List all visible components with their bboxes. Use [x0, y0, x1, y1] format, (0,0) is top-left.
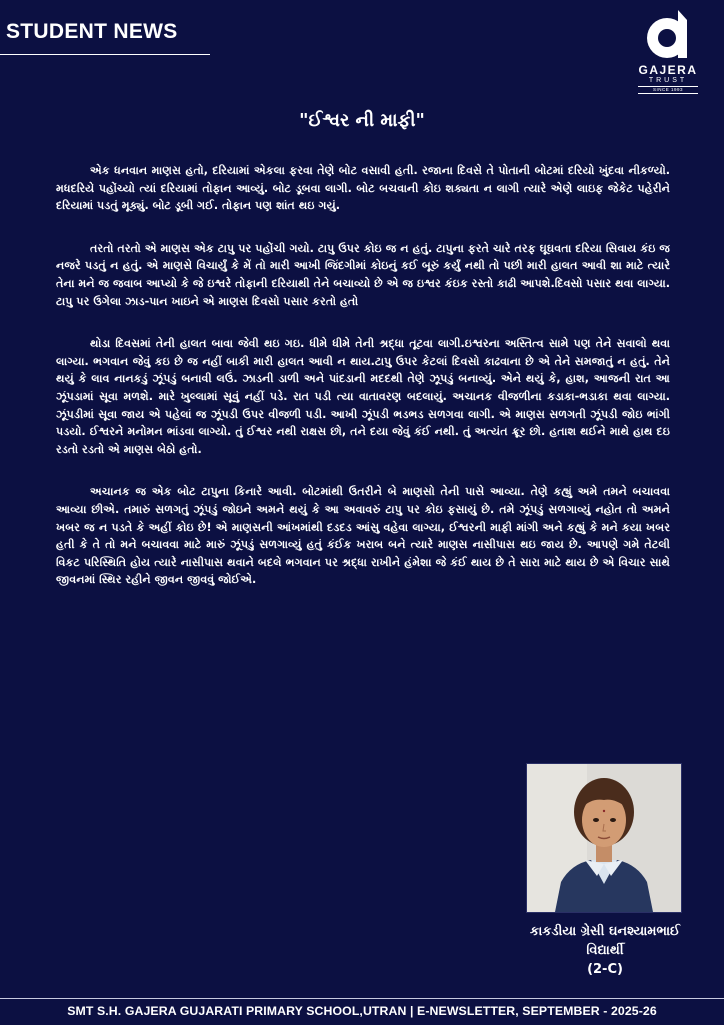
student-caption [470, 922, 724, 979]
article-title: "ઈશ્વર ની માફી" [299, 110, 425, 131]
logo-subtitle: TRUST [648, 77, 688, 84]
gajera-trust-logo [628, 8, 708, 104]
student-name: કાકડીયા ગ્રેસી ઘનશ્યામભાઈ [529, 924, 681, 939]
section-label: STUDENT NEWS [6, 20, 178, 43]
student-class: (2-C) [587, 962, 623, 977]
article-paragraph: થોડા દિવસમાં તેની હાલત બાવા જેવી થઇ ગઇ. ધીમે ધીમે તેની શ્રદ્ધા તૂટવા લાગી.ઇશ્વરના અસ્તિત્વ સામે પણ તેને સવાલો થવા લાગ્યા. ભગવાન જેવું કઇ છે જ નહીં બાકી મારી હાલત આવી ન થાય.ટાપુ ઉપર કેટલાં દિવસો કાઢવાના છે એ તેને સમજાતું ન હતું. તેને થયું કે લાવ નાનકડું ઝૂંપડું બનાવી લઉં. ઝાડની ડાળી અને પાંદડાની મદદથી તેણે ઝૂપડું બનાવ્યું. એને થયું કે, હાશ, આજની રાત આ ઝૂંપડામાં સૂવા મળશે. મારે ખુલ્લામાં સૂવું નહીં પડે. રાત પડી ત્યા વાતાવરણ બદલાયું. અચાનક વીજળીના કડાકા-ભડાકા થવા લાગ્યા. ઝૂંપડીમાં સૂવા જાય એ પહેલાં જ ઝૂંપડી ઉપર વીજળી પડી. આખી ઝૂંપડી ભડભડ સળગવા લાગી. એ માણસ સળગતી ઝૂંપડી જોઇ ભાંગી પડયો. ઈશ્વરને મનોમન ભાંડવા લાગ્યો. તું ઈશ્વર નથી રાક્ષસ છો, તને દયા જેવું કંઈ નથી. તું અત્યંત ક્રૂર છો. હતાશ થઈને માથે હાથ દઇ રડતો રડતો એ માણસ બેઠો હતો. [56, 337, 670, 456]
logo-name: GAJERA [638, 63, 698, 77]
article-paragraph: અચાનક જ એક બોટ ટાપુના કિનારે આવી. બોટમાંથી ઉતરીને બે માણસો તેની પાસે આવ્યા. તેણે કહ્યું અમે તમને બચાવવા આવ્યા છીએ. તમારું સળગતું ઝૂંપડું જોઇને અમને થયું કે આ અવાવરું ટાપુ પર કોઇ ફસાયું છે. તમે ઝૂંપડું સળગાવ્યું નહોત તો અમને ખબર જ ન પડતે કે અહીં કોઇ છે! એ માણસની આંખમાંથી દડદડ આંસુ વહેવા લાગ્યા, ઈશ્વરની માફી માંગી અને કહ્યું કે મને કયા ખબર હતી કે તે તો મને બચાવવા માટે મારું ઝૂંપડું સળગાવ્યું હતું કંઈક ખરાબ બને ત્યારે માણસ નાસીપાસ થઇ જાય છે. આપણે ગમે તેટલી વિકટ પરિસ્થિતિ હોય ત્યારે નાસીપાસ થવાને બદલે ભગવાન પર શ્રદ્ધા રાખીને હંમેશા જે કંઈ થાય છે તે સારા માટે થાય છે એ વિચાર સાથે જીવનમાં સ્થિર રહીને જીવન જીવવું જોઈએ. [56, 485, 670, 587]
student-portrait-icon [527, 764, 681, 912]
trust-emblem-icon [640, 8, 696, 64]
student-photo [526, 763, 682, 913]
article-body [56, 162, 670, 614]
footer-bar: SMT S.H. GAJERA GUJARATI PRIMARY SCHOOL,UTRAN | E-NEWSLETTER, SEPTEMBER - 2025-26 [0, 998, 724, 1025]
header-divider [0, 54, 210, 55]
article-paragraph: એક ધનવાન માણસ હતો, દરિયામાં એકલા ફરવા તેણે બોટ વસાવી હતી. રજાના દિવસે તે પોતાની બોટમાં દરિયો ખુંદવા નીકળ્યો. મધદરિયે પહોંચ્યો ત્યાં દરિયામાં તોફાન આવ્યું. બોટ ડૂબવા લાગી. બોટ બચવાની કોઇ શક્યતા ન લાગી ત્યારે એણે લાઇફ જેકેટ પહેરીને દરિયામાં પડતું મૂક્યું. બોટ ડૂબી ગઈ. તોફાન પણ શાંત થઇ ગયું. [56, 164, 670, 213]
article-paragraph: તરતો તરતો એ માણસ એક ટાપુ પર પહોંચી ગયો. ટાપુ ઉપર કોઇ જ ન હતું. ટાપુના ફરતે ચારે તરફ ઘૂઘવતા દરિયા સિવાય કંઇ જ નજરે પડતું ન હતું. એ માણસે વિચાર્યું કે મેં તો મારી આખી જિંદગીમાં કોઇનું કઈ બૂરું કર્યું નથી તો પછી મારી હાલત આવી શા માટે ત્યારે તેના મને જ જવાબ આપ્યો કે જે ઇશ્વરે તોફાની દરિયાથી તેને બચાવ્યો છે એ જ ઇશ્વર કંઇક રસ્તો કાઢી આપશે.દિવસો પસાર થવા લાગ્યા. ટાપુ પર ઉગેલા ઝાડ-પાન ખાઇને એ માણસ દિવસો પસાર કરતો હતો [56, 241, 670, 308]
logo-since: SINCE 1993 [638, 86, 698, 94]
student-role: વિદ્યાર્થી [586, 943, 624, 958]
